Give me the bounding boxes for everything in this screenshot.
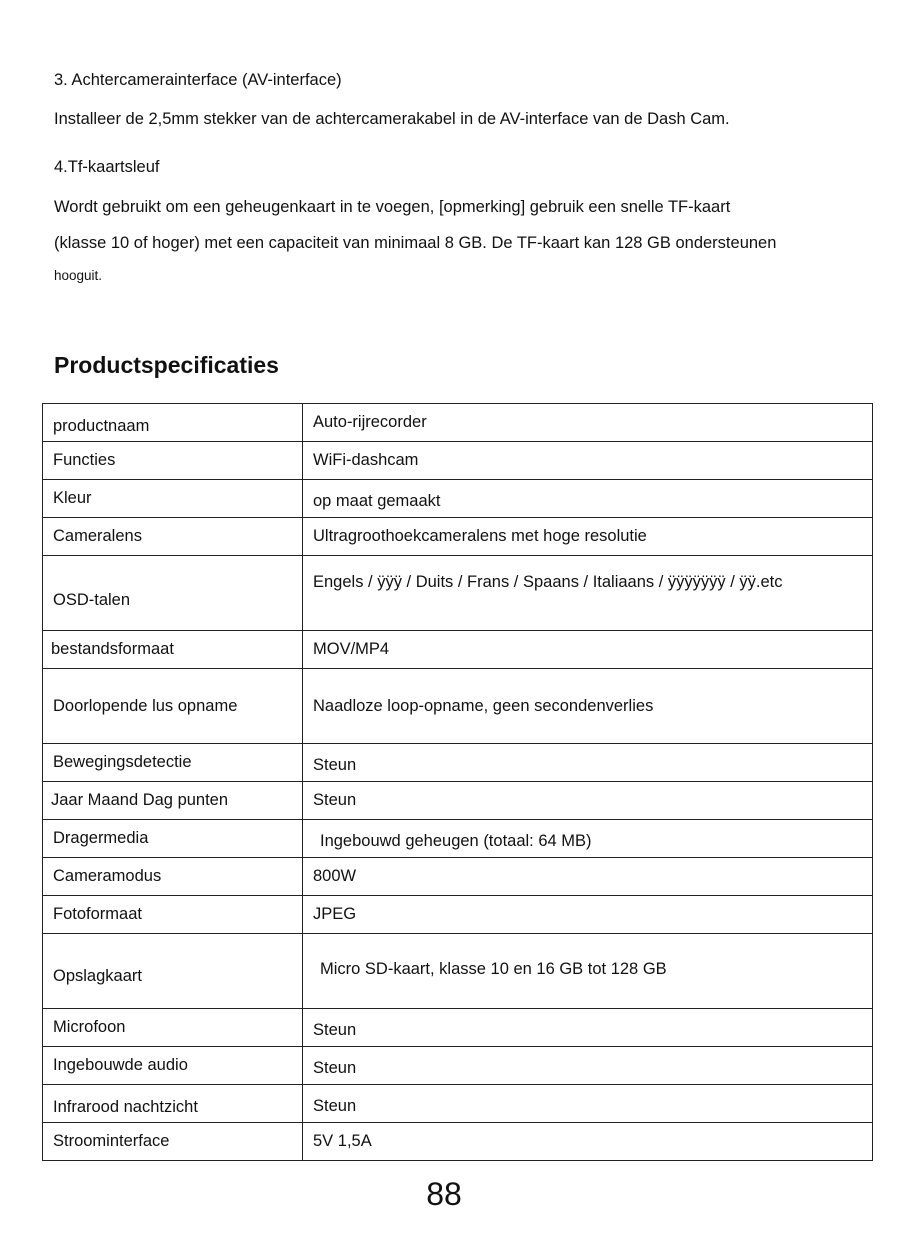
spec-value: Steun xyxy=(303,744,873,782)
table-row xyxy=(43,1123,873,1161)
spec-label: Cameramodus xyxy=(43,858,303,896)
table-row xyxy=(43,820,873,858)
spec-label: Fotoformaat xyxy=(43,896,303,934)
spec-value: Engels / ÿÿÿ / Duits / Frans / Spaans / Italiaans / ÿÿÿÿÿÿÿ / ÿÿ.etc xyxy=(303,556,873,631)
table-row xyxy=(43,1047,873,1085)
spec-label: productnaam xyxy=(43,404,303,442)
table-row xyxy=(43,744,873,782)
spec-label: Kleur xyxy=(43,480,303,518)
page-number: 88 xyxy=(426,1176,462,1212)
spec-label: OSD-talen xyxy=(43,556,303,631)
section-4-text-line-3: hooguit. xyxy=(54,268,103,283)
section-3-text: Installeer de 2,5mm stekker van de achtercamerakabel in de AV-interface van de Dash Cam. xyxy=(54,110,730,128)
spec-value: MOV/MP4 xyxy=(303,631,873,669)
spec-value: WiFi-dashcam xyxy=(303,442,873,480)
spec-label: Dragermedia xyxy=(43,820,303,858)
spec-label: Ingebouwde audio xyxy=(43,1047,303,1085)
spec-label: bestandsformaat xyxy=(43,631,303,669)
spec-value: JPEG xyxy=(303,896,873,934)
spec-label: Functies xyxy=(43,442,303,480)
spec-value: Ultragroothoekcameralens met hoge resolutie xyxy=(303,518,873,556)
table-row xyxy=(43,404,873,442)
spec-label: Cameralens xyxy=(43,518,303,556)
spec-value: Steun xyxy=(303,782,873,820)
table-row xyxy=(43,858,873,896)
spec-label: Jaar Maand Dag punten xyxy=(43,782,303,820)
section-4-text-line-2: (klasse 10 of hoger) met een capaciteit van minimaal 8 GB. De TF-kaart kan 128 GB ondersteunen xyxy=(54,234,777,252)
table-row xyxy=(43,631,873,669)
spec-value: Naadloze loop-opname, geen secondenverlies xyxy=(303,669,873,744)
spec-label: Doorlopende lus opname xyxy=(43,669,303,744)
table-row xyxy=(43,782,873,820)
table-row xyxy=(43,480,873,518)
spec-value: Ingebouwd geheugen (totaal: 64 MB) xyxy=(303,820,873,858)
spec-label: Bewegingsdetectie xyxy=(43,744,303,782)
spec-label: Infrarood nachtzicht xyxy=(43,1085,303,1123)
table-row xyxy=(43,669,873,744)
spec-label: Stroominterface xyxy=(43,1123,303,1161)
spec-value: Steun xyxy=(303,1047,873,1085)
table-row xyxy=(43,1009,873,1047)
specs-table xyxy=(42,403,873,1161)
table-row xyxy=(43,896,873,934)
specs-heading: Productspecificaties xyxy=(54,352,279,378)
spec-value: 5V 1,5A xyxy=(303,1123,873,1161)
spec-value: Steun xyxy=(303,1085,873,1123)
table-row xyxy=(43,1085,873,1123)
spec-value: Micro SD-kaart, klasse 10 en 16 GB tot 128 GB xyxy=(303,934,873,1009)
spec-label: Opslagkaart xyxy=(43,934,303,1009)
spec-value: Steun xyxy=(303,1009,873,1047)
spec-value: Auto-rijrecorder xyxy=(303,404,873,442)
spec-label: Microfoon xyxy=(43,1009,303,1047)
section-4-text-line-1: Wordt gebruikt om een geheugenkaart in te voegen, [opmerking] gebruik een snelle TF-kaart xyxy=(54,198,731,216)
table-row xyxy=(43,934,873,1009)
table-row xyxy=(43,442,873,480)
spec-value: 800W xyxy=(303,858,873,896)
table-row xyxy=(43,518,873,556)
section-4-title: 4.Tf-kaartsleuf xyxy=(54,158,160,176)
section-3-title: 3. Achtercamerainterface (AV-interface) xyxy=(54,71,342,89)
table-row xyxy=(43,556,873,631)
spec-value: op maat gemaakt xyxy=(303,480,873,518)
